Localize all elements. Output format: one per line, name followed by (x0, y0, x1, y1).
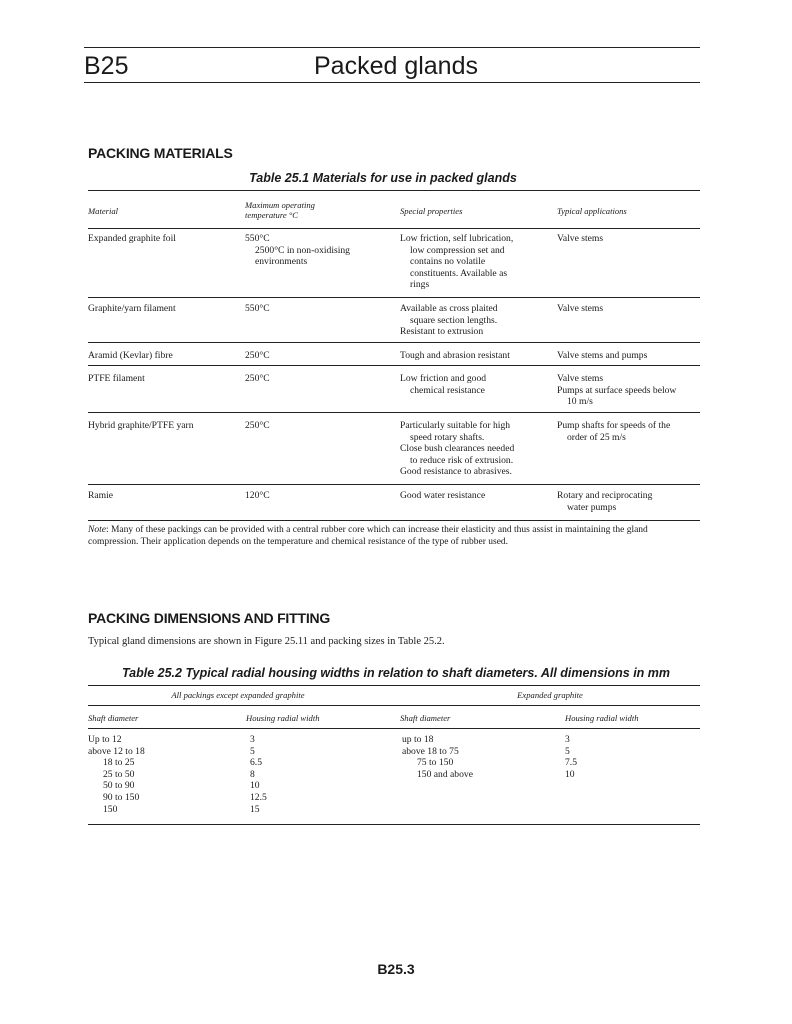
table2-cell: 75 to 150 (417, 757, 454, 769)
table1-cell-line: Pumps at surface speeds below (557, 384, 677, 396)
table1-row-divider (88, 412, 700, 413)
table2-header-shaft-right: Shaft diameter (400, 713, 451, 723)
table1-cell-material: PTFE filament (88, 373, 145, 384)
table1-cell-line: Valve stems and pumps (557, 350, 648, 361)
table1-cell-line: order of 25 m/s (567, 431, 626, 443)
table1-header-applications: Typical applications (557, 206, 627, 216)
table2-cell: 90 to 150 (103, 791, 140, 803)
table2-cell: 15 (250, 803, 260, 815)
table1-cell-line: 550°C (245, 233, 270, 244)
table2-right-width-column (565, 734, 577, 780)
chapter-number: B25 (84, 52, 129, 80)
note-label: Note (88, 525, 106, 535)
table2-cell: 18 to 25 (103, 757, 135, 769)
table1-cell-line: square section lengths. (410, 314, 498, 326)
page-title: Packed glands (313, 52, 478, 80)
table1-row-divider (88, 520, 700, 521)
table1-cell-line: Valve stems (557, 373, 604, 384)
table2-cell: 5 (565, 745, 570, 757)
table2-header-width-right: Housing radial width (565, 713, 639, 723)
table1-cell-temperature (245, 420, 270, 432)
table1-cell-line: Pump shafts for speeds of the (557, 420, 671, 431)
table1-cell-line: constituents. Available as (410, 267, 508, 279)
table1-cell-line: Valve stems (557, 233, 604, 244)
table1-cell-line: environments (255, 256, 308, 267)
table1-cell-applications (557, 420, 670, 443)
table2-cell: up to 18 (402, 734, 434, 745)
table1-row-divider (88, 484, 700, 485)
section-heading-packing-materials: PACKING MATERIALS (88, 145, 233, 161)
table1-cell-applications (557, 233, 603, 245)
table2-right-shaft-column (402, 734, 473, 780)
table1-cell-line: to reduce risk of extrusion. (410, 454, 514, 466)
table2-cell: 10 (565, 768, 575, 780)
table2-cell: above 18 to 75 (402, 745, 459, 757)
table1-cell-temperature (245, 490, 270, 502)
table1-cell-applications (557, 490, 652, 513)
table1-cell-properties (400, 490, 485, 502)
table1-cell-line: Low friction, self lubrication, (400, 233, 514, 244)
table1-cell-applications (557, 350, 647, 362)
table1-cell-line: 250°C (245, 420, 270, 431)
table1-cell-line: 10 m/s (567, 396, 593, 407)
table1-header-properties: Special properties (400, 206, 463, 216)
table2-cell: 3 (250, 734, 255, 745)
table1-cell-line: 250°C (245, 373, 270, 384)
table1-cell-line: speed rotary shafts. (410, 431, 485, 443)
note-text: : Many of these packings can be provided with a central rubber core which can increase their elasticity and thus assist in maintaining the gland compression. Their application depends on the temperature and chemical resistance of the type of rubber used. (88, 525, 648, 547)
table1-cell-line: Good water resistance (400, 490, 486, 501)
table1-cell-line: Low friction and good (400, 373, 487, 384)
table1-cell-material: Ramie (88, 490, 114, 501)
table1-cell-line: Particularly suitable for high (400, 420, 511, 431)
table2-cell: 50 to 90 (103, 780, 135, 792)
table2-cell: 7.5 (565, 757, 577, 769)
table2-cell: 8 (250, 768, 255, 780)
table2-cell: 25 to 50 (103, 768, 135, 780)
table1-cell-line: Resistant to extrusion (400, 326, 484, 337)
table1-cell-line: 2500°C in non-oxidising (255, 244, 350, 256)
table1-cell-temperature (245, 303, 270, 315)
table1-note (88, 524, 700, 548)
table1-cell-line: low compression set and (410, 244, 505, 256)
table2-cell: Up to 12 (88, 734, 122, 745)
table1-cell-material: Aramid (Kevlar) fibre (88, 350, 173, 361)
table1-cell-line: contains no volatile (410, 256, 486, 267)
header-rule-bottom (84, 82, 700, 83)
table1-cell-temperature (245, 373, 270, 385)
header-rule-top (84, 47, 700, 48)
table1-header-material: Material (88, 206, 119, 216)
table1-cell-line: 120°C (245, 490, 270, 501)
table2-header-width-left: Housing radial width (246, 713, 320, 723)
table2-left-width-column (250, 734, 267, 815)
table1-cell-line: Good resistance to abrasives. (400, 466, 512, 477)
table1-cell-properties (400, 373, 486, 396)
table1-cell-applications (557, 373, 676, 408)
table2-cell: 10 (250, 780, 260, 792)
table2-cell: 5 (250, 745, 255, 757)
table1-header-temperature: Maximum operating temperature °C (245, 200, 315, 220)
table2-cell: 150 and above (417, 768, 473, 780)
table1-cell-properties (400, 233, 513, 291)
page-number: B25.3 (377, 961, 415, 977)
table2-cell: 3 (565, 734, 570, 745)
table1-cell-applications (557, 303, 603, 315)
table2-group-left: All packings except expanded graphite (171, 690, 305, 700)
table1-cell-line: Valve stems (557, 303, 604, 314)
table1-cell-line: Close bush clearances needed (400, 443, 515, 454)
table1-cell-line: Available as cross plaited (400, 303, 498, 314)
table1-cell-properties (400, 303, 498, 338)
table1-cell-temperature (245, 350, 270, 362)
table1-row-divider (88, 342, 700, 343)
table1-caption: Table 25.1 Materials for use in packed glands (249, 171, 517, 185)
table2-left-shaft-column (88, 734, 145, 815)
table1-cell-material: Hybrid graphite/PTFE yarn (88, 420, 194, 431)
table1-cell-material: Expanded graphite foil (88, 233, 176, 244)
table1-cell-material: Graphite/yarn filament (88, 303, 176, 314)
table2-group-right: Expanded graphite (517, 690, 583, 700)
table1-cell-temperature (245, 233, 350, 268)
section-heading-dimensions: PACKING DIMENSIONS AND FITTING (88, 610, 331, 626)
table1-cell-line: 550°C (245, 303, 270, 314)
table1-cell-properties (400, 420, 514, 478)
intro-paragraph: Typical gland dimensions are shown in Figure 25.11 and packing sizes in Table 25.2. (88, 636, 445, 647)
table1-row-divider (88, 365, 700, 366)
table2-cell: above 12 to 18 (88, 745, 145, 757)
table2-cell: 12.5 (250, 791, 267, 803)
table2-cell: 150 (103, 803, 118, 815)
table2-header-shaft-left: Shaft diameter (88, 713, 139, 723)
table1-cell-line: 250°C (245, 350, 270, 361)
table1-cell-line: rings (410, 279, 430, 290)
table1-row-divider (88, 297, 700, 298)
table1-cell-properties (400, 350, 510, 362)
table2-cell: 6.5 (250, 757, 262, 769)
table1-cell-line: Tough and abrasion resistant (400, 350, 510, 361)
table2-caption: Table 25.2 Typical radial housing widths in relation to shaft diameters. All dimensions in mm (121, 666, 671, 680)
table1-cell-line: water pumps (567, 501, 617, 513)
table1-cell-line: Rotary and reciprocating (557, 490, 653, 501)
table1-cell-line: chemical resistance (410, 384, 485, 396)
